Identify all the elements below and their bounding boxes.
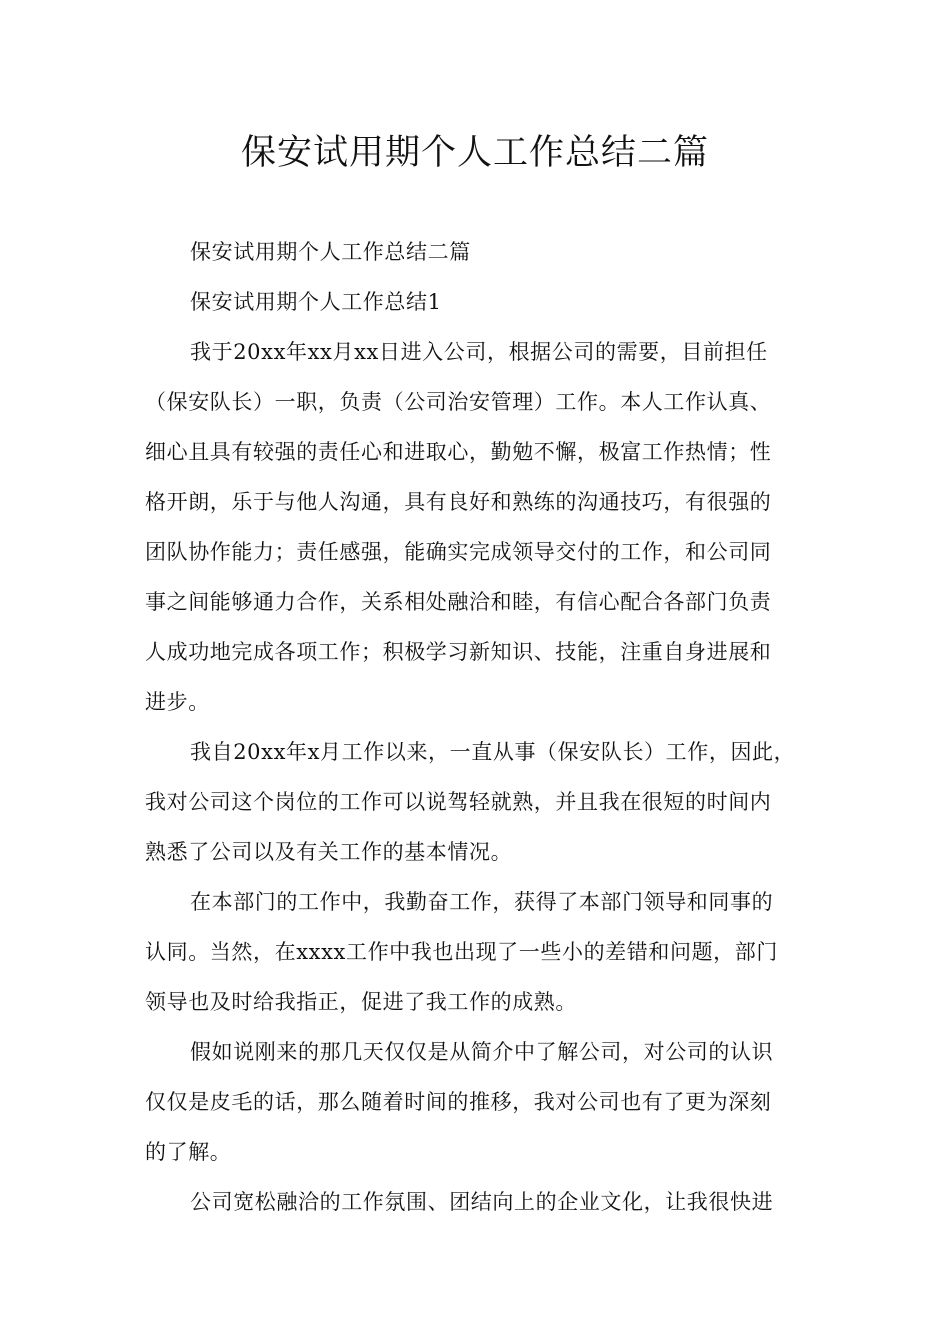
text-line: 假如说刚来的那几天仅仅是从简介中了解公司，对公司的认识 [190,1040,774,1064]
text-line: 我自20xx年x月工作以来，一直从事（保安队长）工作，因此， [190,740,796,764]
document-body [145,227,810,1227]
text-line: 领导也及时给我指正，促进了我工作的成熟。 [145,990,577,1014]
text-line: 事之间能够通力合作，关系相处融洽和睦，有信心配合各部门负责 [145,590,772,614]
text-line: 我于20xx年xx月xx日进入公司，根据公司的需要，目前担任 [190,340,768,364]
text-line: 保安试用期个人工作总结1 [190,290,442,314]
text-line: 认同。当然，在xxxx工作中我也出现了一些小的差错和问题，部门 [145,940,778,964]
text-line: 团队协作能力；责任感强，能确实完成领导交付的工作，和公司同 [145,540,772,564]
text-line: 保安试用期个人工作总结二篇 [190,240,471,264]
text-line: 熟悉了公司以及有关工作的基本情况。 [145,840,513,864]
text-line: 进步。 [145,690,210,714]
text-line: 格开朗，乐于与他人沟通，具有良好和熟练的沟通技巧，有很强的 [145,490,772,514]
text-line: 在本部门的工作中，我勤奋工作，获得了本部门领导和同事的 [190,890,774,914]
text-line: 细心且具有较强的责任心和进取心，勤勉不懈，极富工作热情；性 [145,440,772,464]
text-line: 的了解。 [145,1140,232,1164]
text-line: 公司宽松融洽的工作氛围、团结向上的企业文化，让我很快进 [190,1190,774,1214]
text-line: （保安队长）一职，负责（公司治安管理）工作。本人工作认真、 [145,390,772,414]
text-line: 人成功地完成各项工作；积极学习新知识、技能，注重自身进展和 [145,640,772,664]
text-line: 我对公司这个岗位的工作可以说驾轻就熟，并且我在很短的时间内 [145,790,772,814]
document-title: 保安试用期个人工作总结二篇 [240,133,709,173]
text-line: 仅仅是皮毛的话，那么随着时间的推移，我对公司也有了更为深刻 [145,1090,772,1114]
